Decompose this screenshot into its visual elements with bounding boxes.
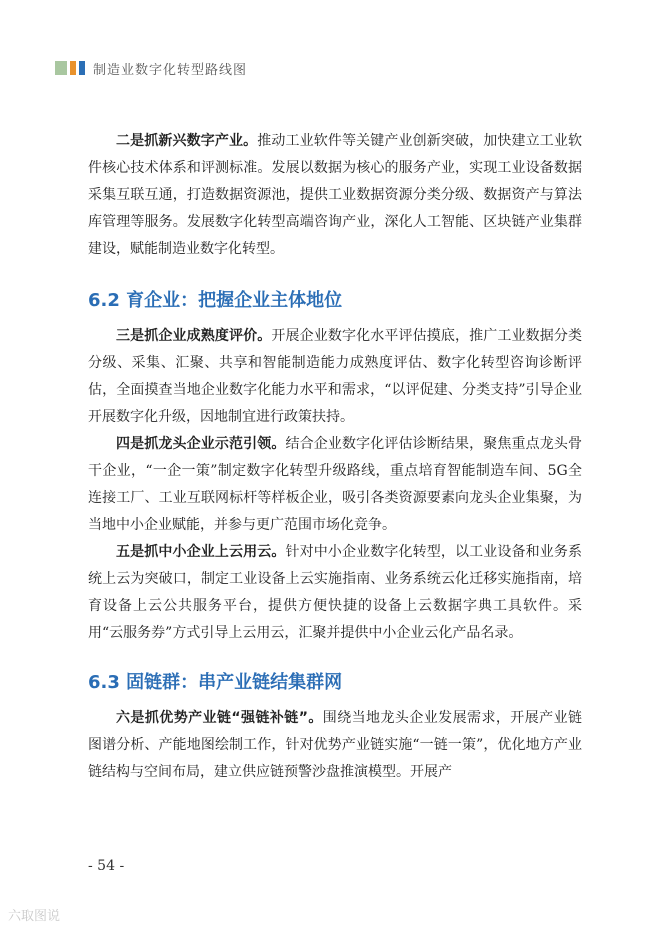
section-heading-6-2: 6.2 育企业：把握企业主体地位 bbox=[88, 290, 343, 311]
page-body bbox=[88, 128, 582, 786]
paragraph-sme-cloud bbox=[88, 539, 582, 647]
paragraph-text: 结合企业数字化评估诊断结果，聚焦重点龙头骨干企业，“一企一策”制定数字化转型升级路线，重点培育智能制造车间、5G全连接工厂、工业互联网标杆等样板企业，吸引各类资源要素向龙头企业集聚，为当地中小企业赋能，并参与更广范围市场化竞争。 bbox=[88, 436, 582, 533]
paragraph-leading-enterprise bbox=[88, 431, 582, 539]
paragraph-maturity-evaluation bbox=[88, 323, 582, 431]
paragraph-industry-chain bbox=[88, 705, 582, 786]
paragraph-digital-industry bbox=[88, 128, 582, 263]
running-header bbox=[55, 59, 247, 77]
header-title: 制造业数字化转型路线图 bbox=[93, 62, 248, 78]
orange-bar-icon bbox=[70, 61, 76, 75]
paragraph-text: 围绕当地龙头企业发展需求，开展产业链图谱分析、产能地图绘制工作，针对优势产业链实施“一链一策”，优化地方产业链结构与空间布局，建立供应链预警沙盘推演模型。开展产 bbox=[88, 710, 583, 780]
page-number: - 54 - bbox=[88, 858, 125, 874]
blue-bar-icon bbox=[79, 61, 85, 75]
paragraph-lead: 二是抓新兴数字产业。 bbox=[116, 133, 258, 149]
section-heading-6-3: 6.3 固链群：串产业链结集群网 bbox=[88, 672, 343, 693]
paragraph-text: 推动工业软件等关键产业创新突破，加快建立工业软件核心技术体系和评测标准。发展以数据为核心的服务产业，实现工业设备数据采集互联互通，打造数据资源池，提供工业数据资源分类分级、数据资产与算法库管理等服务。发展数字化转型高端咨询产业，深化人工智能、区块链产业集群建设，赋能制造业数字化转型。 bbox=[88, 133, 582, 257]
paragraph-lead: 四是抓龙头企业示范引领。 bbox=[116, 436, 286, 452]
watermark-logo: 六取图说 bbox=[8, 909, 61, 924]
green-square-icon bbox=[55, 61, 67, 75]
paragraph-lead: 五是抓中小企业上云用云。 bbox=[116, 544, 286, 560]
paragraph-lead: 六是抓优势产业链“强链补链”。 bbox=[116, 710, 323, 726]
paragraph-text: 开展企业数字化水平评估摸底，推广工业数据分类分级、采集、汇聚、共享和智能制造能力成熟度评估、数字化转型咨询诊断评估，全面摸查当地企业数字化能力水平和需求，“以评促建、分类支持”引导企业开展数字化升级，因地制宜进行政策扶持。 bbox=[88, 328, 582, 425]
paragraph-text: 针对中小企业数字化转型，以工业设备和业务系统上云为突破口，制定工业设备上云实施指南、业务系统云化迁移实施指南，培育设备上云公共服务平台，提供方便快捷的设备上云数据字典工具软件。采用“云服务券”方式引导上云用云，汇聚并提供中小企业云化产品名录。 bbox=[88, 544, 582, 641]
paragraph-lead: 三是抓企业成熟度评价。 bbox=[116, 328, 272, 344]
